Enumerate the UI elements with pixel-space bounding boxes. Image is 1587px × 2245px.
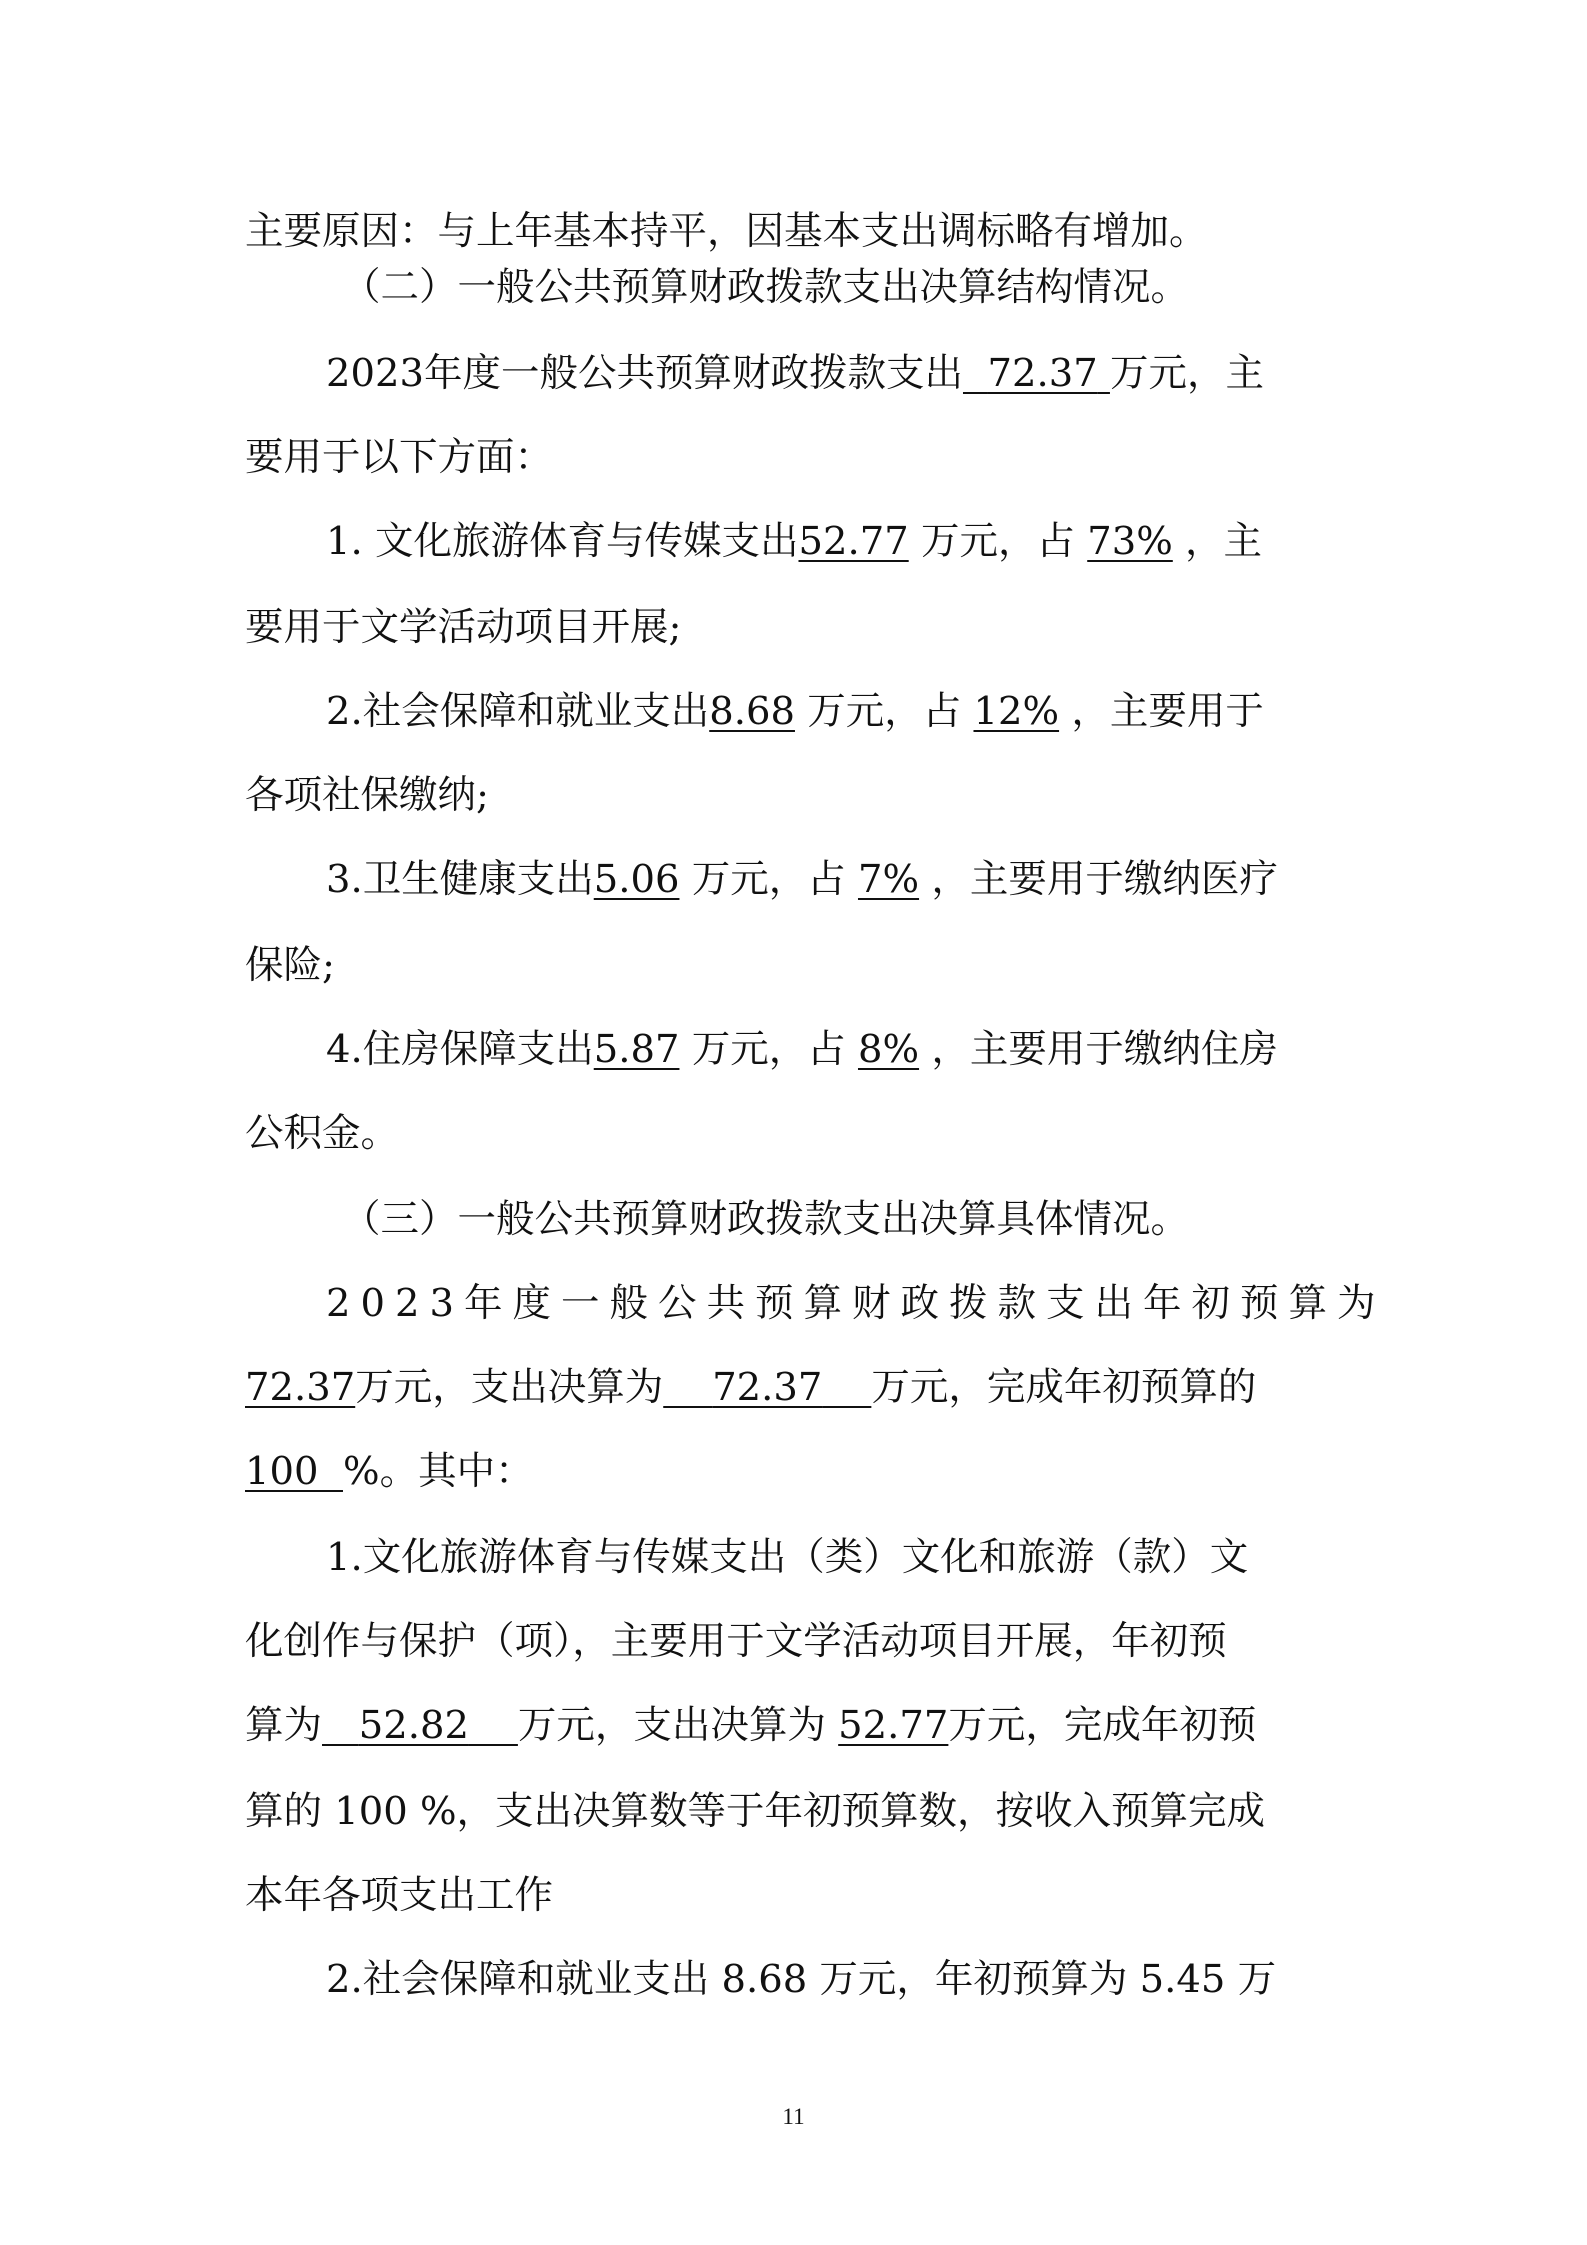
section-2-item-2: 2.社会保障和就业支出8.68 万元，占 12% ，主要用于 xyxy=(326,689,1264,734)
item-4-percent: 8% xyxy=(857,1027,920,1072)
item-3-percent: 7% xyxy=(857,857,920,902)
budget-total: 72.37 xyxy=(245,1365,356,1410)
intro-total: 72.37 xyxy=(987,351,1098,396)
item-1-budget: 52.82 xyxy=(358,1703,469,1748)
section-3-item-2: 2.社会保障和就业支出 8.68 万元，年初预算为 5.45 万 xyxy=(326,1957,1277,2002)
continuation-text: 主要原因：与上年基本持平，因基本支出调标略有增加。 xyxy=(245,209,1208,254)
section-3-intro: 2023年度一般公共预算财政拨款支出年初预算为 xyxy=(326,1281,1386,1326)
item-4-amount: 5.87 xyxy=(593,1027,680,1072)
section-2-intro-line2: 要用于以下方面： xyxy=(245,435,554,480)
item-1-amount: 52.77 xyxy=(798,519,909,564)
section-3-item-1-line5: 本年各项支出工作 xyxy=(245,1873,554,1918)
item-1-actual: 52.77 xyxy=(838,1703,949,1748)
completion-rate: 100 xyxy=(245,1449,319,1494)
section-3-intro-line2: 72.37万元，支出决算为 72.37 万元，完成年初预算的 xyxy=(245,1365,1257,1410)
section-2-item-1: 1. 文化旅游体育与传媒支出52.77 万元，占 73% ，主 xyxy=(326,519,1263,564)
section-2-item-4: 4.住房保障支出5.87 万元，占 8% ，主要用于缴纳住房 xyxy=(326,1027,1278,1072)
intro-suffix: 万元，主 xyxy=(1109,351,1264,396)
item-1-percent: 73% xyxy=(1087,519,1173,564)
section-2-item-1-line2: 要用于文学活动项目开展; xyxy=(245,605,682,650)
item-2-amount: 8.68 xyxy=(709,689,795,734)
section-3-item-1-line3: 算为 52.82 万元，支出决算为 52.77万元，完成年初预 xyxy=(245,1703,1257,1748)
section-3-heading: （三）一般公共预算财政拨款支出决算具体情况。 xyxy=(342,1197,1190,1242)
section-3-item-1-line4: 算的 100 %，支出决算数等于年初预算数，按收入预算完成 xyxy=(245,1789,1266,1834)
section-3-item-1-line2: 化创作与保护（项），主要用于文学活动项目开展，年初预 xyxy=(245,1619,1227,1664)
item-2-percent: 12% xyxy=(973,689,1060,734)
intro-prefix: 2023年度一般公共预算财政拨款支出 xyxy=(326,351,963,396)
section-2-intro xyxy=(326,350,1346,398)
section-2-item-4-line2: 公积金。 xyxy=(245,1111,400,1156)
section-2-item-2-line2: 各项社保缴纳; xyxy=(245,773,489,818)
section-2-item-3: 3.卫生健康支出5.06 万元，占 7% ，主要用于缴纳医疗 xyxy=(326,857,1278,902)
section-2-item-3-line2: 保险; xyxy=(245,943,335,988)
section-3-item-1: 1.文化旅游体育与传媒支出（类）文化和旅游（款）文 xyxy=(326,1535,1249,1580)
actual-total: 72.37 xyxy=(712,1365,823,1410)
item-3-amount: 5.06 xyxy=(593,857,680,902)
section-2-heading: （二）一般公共预算财政拨款支出决算结构情况。 xyxy=(342,265,1190,310)
section-3-intro-line3: 100 %。其中： xyxy=(245,1449,534,1494)
page-number: 11 xyxy=(782,2104,805,2129)
